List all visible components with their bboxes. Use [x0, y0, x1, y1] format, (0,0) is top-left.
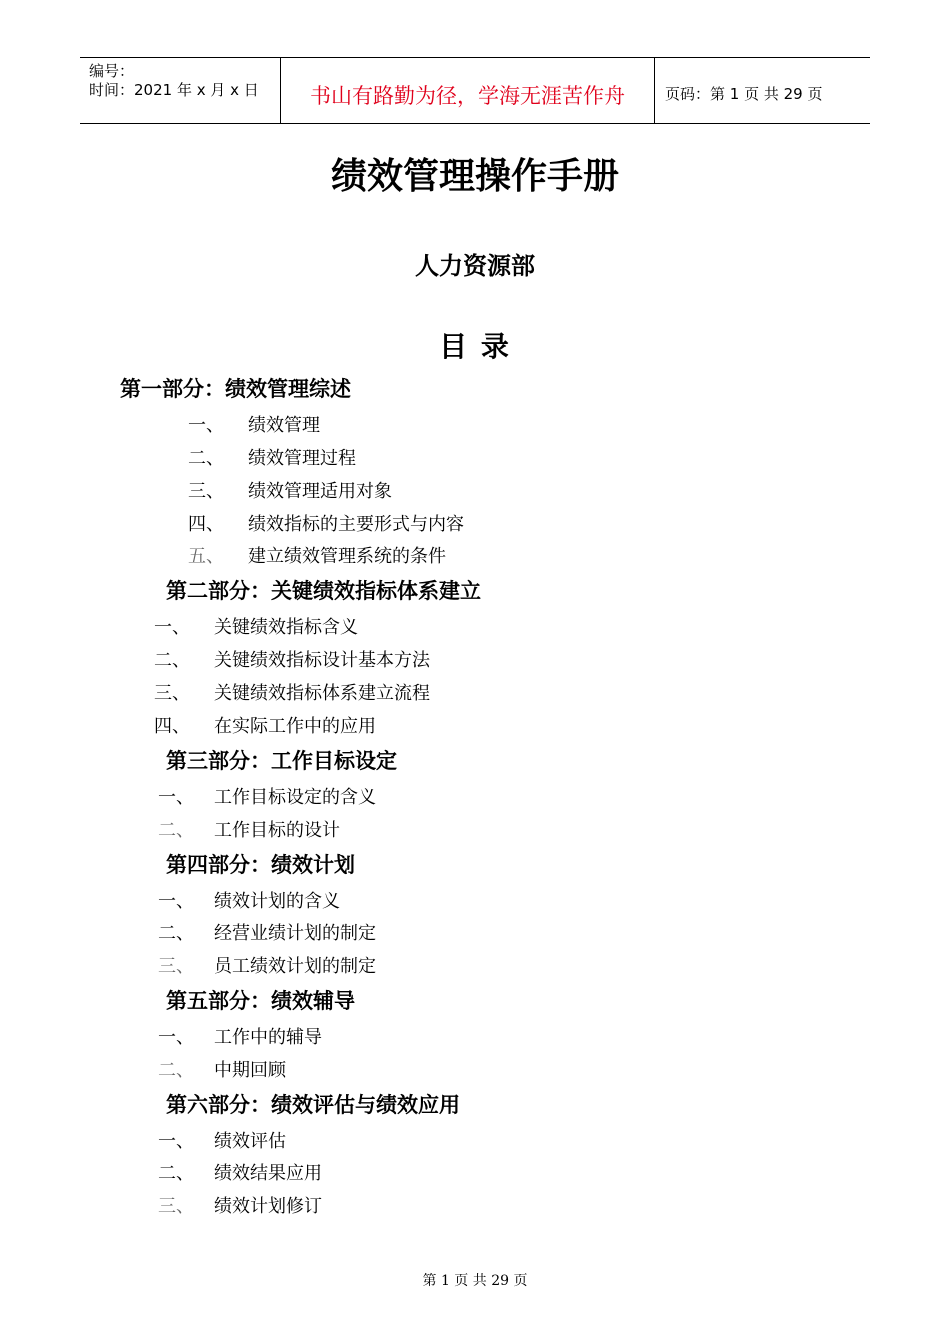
- toc-item-number: 一、: [154, 617, 190, 638]
- toc-item-number: 二、: [154, 650, 190, 671]
- toc-item-number: 一、: [158, 891, 194, 912]
- toc-item-number: 一、: [158, 1131, 194, 1152]
- toc-title: 目 录: [439, 330, 511, 363]
- toc-item[interactable]: 绩效管理适用对象: [248, 481, 392, 502]
- toc-item[interactable]: 工作目标的设计: [214, 820, 340, 841]
- toc-item[interactable]: 员工绩效计划的制定: [214, 956, 376, 977]
- toc-item[interactable]: 绩效管理过程: [248, 448, 356, 469]
- toc-part-heading[interactable]: 第一部分：绩效管理综述: [120, 377, 351, 401]
- department-name: 人力资源部: [415, 252, 535, 280]
- toc-item-number: 二、: [158, 1163, 194, 1184]
- toc-part-heading[interactable]: 第二部分：关键绩效指标体系建立: [166, 579, 481, 603]
- toc-item[interactable]: 绩效管理: [248, 415, 320, 436]
- toc-item[interactable]: 绩效计划的含义: [214, 891, 340, 912]
- toc-part-heading[interactable]: 第六部分：绩效评估与绩效应用: [166, 1093, 460, 1117]
- header-motto-cell: [281, 58, 655, 123]
- toc-item[interactable]: 关键绩效指标体系建立流程: [214, 683, 430, 704]
- toc-item-number: 三、: [158, 956, 194, 977]
- toc-item-number: 五、: [188, 546, 224, 567]
- toc-item-number: 一、: [158, 787, 194, 808]
- toc-item[interactable]: 关键绩效指标含义: [214, 617, 358, 638]
- page-info: 页码：第 1 页 共 29 页: [665, 85, 823, 103]
- toc-item-number: 三、: [154, 683, 190, 704]
- toc-part-heading[interactable]: 第三部分：工作目标设定: [166, 749, 397, 773]
- toc-item-number: 二、: [158, 1060, 194, 1081]
- toc-item-number: 一、: [158, 1027, 194, 1048]
- toc-item[interactable]: 在实际工作中的应用: [214, 716, 376, 737]
- toc-item[interactable]: 关键绩效指标设计基本方法: [214, 650, 430, 671]
- toc-item[interactable]: 工作目标设定的含义: [214, 787, 376, 808]
- serial-label: 编号：: [89, 62, 135, 80]
- toc-item[interactable]: 绩效计划修订: [214, 1196, 322, 1217]
- toc-item-number: 二、: [188, 448, 224, 469]
- toc-item[interactable]: 建立绩效管理系统的条件: [248, 546, 446, 567]
- page-header: [80, 57, 870, 124]
- toc-item-number: 四、: [188, 514, 224, 535]
- toc-item[interactable]: 中期回顾: [214, 1060, 286, 1081]
- toc-item-number: 三、: [188, 481, 224, 502]
- toc-part-heading[interactable]: 第五部分：绩效辅导: [166, 989, 355, 1013]
- toc-item[interactable]: 工作中的辅导: [214, 1027, 322, 1048]
- toc-item-number: 二、: [158, 820, 194, 841]
- page-footer: 第 1 页 共 29 页: [422, 1273, 528, 1289]
- toc-item-number: 三、: [158, 1196, 194, 1217]
- time-label: 时间：2021 年 x 月 x 日: [89, 81, 259, 99]
- toc-item[interactable]: 绩效指标的主要形式与内容: [248, 514, 464, 535]
- toc-item[interactable]: 绩效评估: [214, 1131, 286, 1152]
- header-info-cell: [80, 58, 281, 123]
- motto-text: 书山有路勤为径，学海无涯苦作舟: [310, 84, 625, 108]
- toc-item-number: 四、: [154, 716, 190, 737]
- toc-item[interactable]: 经营业绩计划的制定: [214, 923, 376, 944]
- header-page-cell: [655, 58, 870, 123]
- toc-part-heading[interactable]: 第四部分：绩效计划: [166, 853, 355, 877]
- toc-item-number: 一、: [188, 415, 224, 436]
- toc-item-number: 二、: [158, 923, 194, 944]
- toc-item[interactable]: 绩效结果应用: [214, 1163, 322, 1184]
- document-title: 绩效管理操作手册: [330, 156, 619, 197]
